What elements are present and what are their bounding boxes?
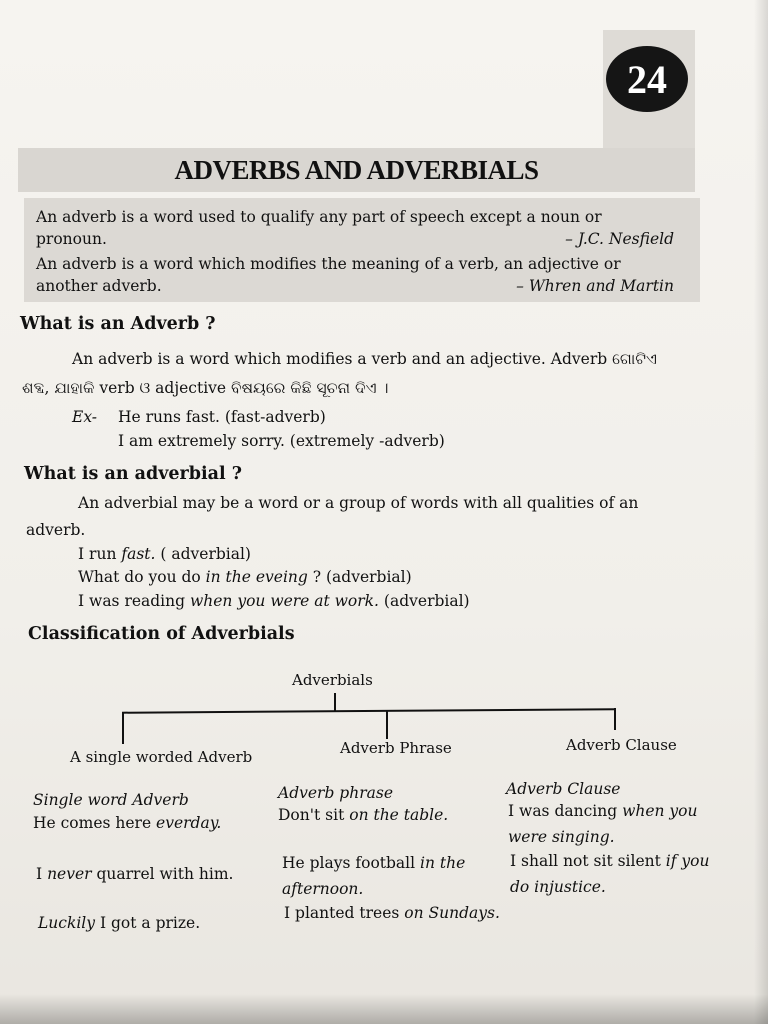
title-bar [18, 148, 695, 192]
definition-1-author: – J.C. Nesfield [565, 230, 674, 248]
tree-root-adverbials: Adverbials [292, 671, 373, 689]
tree-branch-3-stem [614, 708, 616, 730]
tree-root-stem [334, 693, 336, 711]
col2-example-3: I planted trees on Sundays. [284, 904, 500, 922]
adverbial-example-3: I was reading when you were at work. (adverbial) [78, 592, 470, 610]
adverbial-explanation-line-2: adverb. [26, 521, 86, 539]
col2-example-1: Don't sit on the table. [278, 806, 449, 824]
adverbial-example-1: I run fast. ( adverbial) [78, 545, 251, 563]
tree-branch-2-stem [386, 711, 388, 739]
definition-1-line-2: pronoun. [36, 230, 107, 248]
adverb-example-2: I am extremely sorry. (extremely -adverb) [118, 432, 445, 450]
col3-example-2-continued: do injustice. [510, 878, 606, 896]
definition-2-line-1: An adverb is a word which modifies the meaning of a verb, an adjective or [36, 255, 621, 273]
col2-example-2: He plays football in the [282, 854, 466, 872]
col3-example-1: I was dancing when you [508, 802, 698, 820]
col1-example-1: He comes here everday. [33, 814, 222, 832]
adverbial-example-2: What do you do in the eveing ? (adverbial) [78, 568, 412, 586]
tree-node-single-worded: A single worded Adverb [70, 748, 253, 766]
tree-node-adverb-phrase: Adverb Phrase [340, 739, 452, 757]
col2-heading: Adverb phrase [278, 784, 393, 802]
chapter-title: ADVERBS AND ADVERBIALS [174, 154, 539, 185]
heading-what-is-adverbial: What is an adverbial ? [24, 464, 242, 484]
page-edge-shadow [754, 0, 768, 1024]
heading-classification: Classification of Adverbials [28, 624, 295, 644]
col3-heading: Adverb Clause [506, 780, 621, 798]
col3-example-2: I shall not sit silent if you [510, 852, 710, 870]
chapter-number: 24 [606, 46, 688, 112]
col1-example-2: I never quarrel with him. [36, 865, 234, 883]
example-label: Ex- [72, 408, 98, 426]
definition-2-author: – Whren and Martin [516, 277, 674, 295]
tree-horizontal-line [122, 708, 616, 713]
definition-1-line-1: An adverb is a word used to qualify any part of speech except a noun or [36, 208, 602, 226]
col1-example-3: Luckily I got a prize. [38, 914, 201, 932]
col2-example-2-continued: afternoon. [282, 880, 364, 898]
col1-heading: Single word Adverb [33, 791, 189, 809]
tree-branch-1-stem [122, 712, 124, 744]
definitions-box [24, 198, 700, 302]
adverb-explanation-line-1: An adverb is a word which modifies a verb and an adjective. Adverb ଗୋଟିଏ [72, 350, 657, 368]
adverb-example-1: He runs fast. (fast-adverb) [118, 408, 326, 426]
col3-example-1-continued: were singing. [508, 828, 615, 846]
adverb-explanation-line-2: ଶବ୍ଦ, ଯାହାକି verb ଓ adjective ବିଷୟରେ କିଛି ସୂଚନା ଦିଏ । [22, 379, 389, 397]
heading-what-is-adverb: What is an Adverb ? [20, 314, 216, 334]
definition-2-line-2: another adverb. [36, 277, 162, 295]
page-bottom-shadow [0, 994, 768, 1024]
adverbial-explanation-line-1: An adverbial may be a word or a group of words with all qualities of an [78, 494, 639, 512]
tree-node-adverb-clause: Adverb Clause [566, 736, 677, 754]
